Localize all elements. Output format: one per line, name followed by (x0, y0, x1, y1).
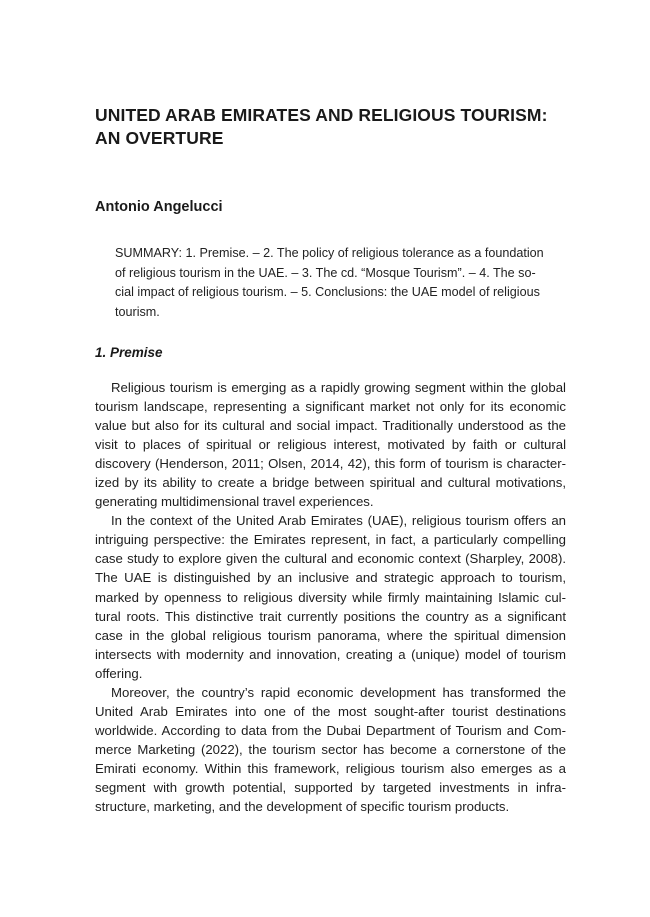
title-line-1: UNITED ARAB EMIRATES AND RELIGIOUS TOURISM: (95, 105, 548, 125)
summary-block (115, 244, 555, 322)
text-line: structure, marketing, and the development of specific tourism products. (95, 799, 510, 815)
text-line: Emirati economy. Within this framework, religious tourism also emerges as a (95, 760, 566, 776)
body-text (95, 378, 566, 816)
text-line: United Arab Emirates into one of the most sought-after tourist destinations (95, 703, 566, 719)
text-line: tural roots. This distinctive trait currently positions the country as a significant (95, 608, 566, 624)
text-line: value but also for its cultural and social impact. Traditionally understood as the (95, 418, 566, 434)
paragraph-1 (95, 378, 566, 511)
paragraph-3 (95, 683, 566, 816)
text-line: ized by its ability to create a bridge between spiritual and cultural motivations, (95, 475, 566, 491)
text-line: generating multidimensional travel experiences. (95, 494, 374, 510)
section-heading: 1. Premise (95, 345, 163, 360)
author-name: Antonio Angelucci (95, 199, 223, 215)
text-line: Moreover, the country’s rapid economic development has transformed the (111, 684, 566, 700)
text-line: case study to explore given the cultural and economic context (Sharpley, 2008). (95, 551, 566, 567)
paragraph-2 (95, 511, 566, 682)
text-line: marked by openness to religious diversity while firmly maintaining Islamic cul- (95, 589, 566, 605)
text-line: offering. (95, 665, 143, 681)
article-title (95, 104, 575, 150)
text-line: intriguing perspective: the Emirates represent, in fact, a particularly compelling (95, 532, 566, 548)
summary-line: of religious tourism in the UAE. – 3. The cd. “Mosque Tourism”. – 4. The so- (115, 265, 536, 280)
text-line: case in the global religious tourism panorama, where the spiritual dimension (95, 627, 566, 643)
text-line: segment with growth potential, supported by targeted investments in infra- (95, 779, 566, 795)
text-line: Religious tourism is emerging as a rapidly growing segment within the global (111, 380, 566, 395)
text-line: merce Marketing (2022), the tourism sector has become a cornerstone of the (95, 741, 566, 757)
summary-line: SUMMARY: 1. Premise. – 2. The policy of religious tolerance as a foundation (115, 246, 544, 260)
text-line: discovery (Henderson, 2011; Olsen, 2014, 42), this form of tourism is character- (95, 456, 566, 472)
text-line: tourism landscape, representing a significant market not only for its economic (95, 399, 566, 415)
title-line-2: AN OVERTURE (95, 128, 224, 148)
summary-line: tourism. (115, 304, 160, 319)
text-line: The UAE is distinguished by an inclusive and strategic approach to tourism, (95, 570, 566, 586)
text-line: visit to places of spiritual or religious interest, motivated by faith or cultural (95, 437, 566, 453)
text-line: In the context of the United Arab Emirates (UAE), religious tourism offers an (111, 513, 566, 529)
text-line: intersects with modernity and innovation, creating a (unique) model of tourism (95, 646, 566, 662)
text-line: worldwide. According to data from the Dubai Department of Tourism and Com- (95, 722, 566, 738)
summary-line: cial impact of religious tourism. – 5. Conclusions: the UAE model of religious (115, 285, 540, 299)
